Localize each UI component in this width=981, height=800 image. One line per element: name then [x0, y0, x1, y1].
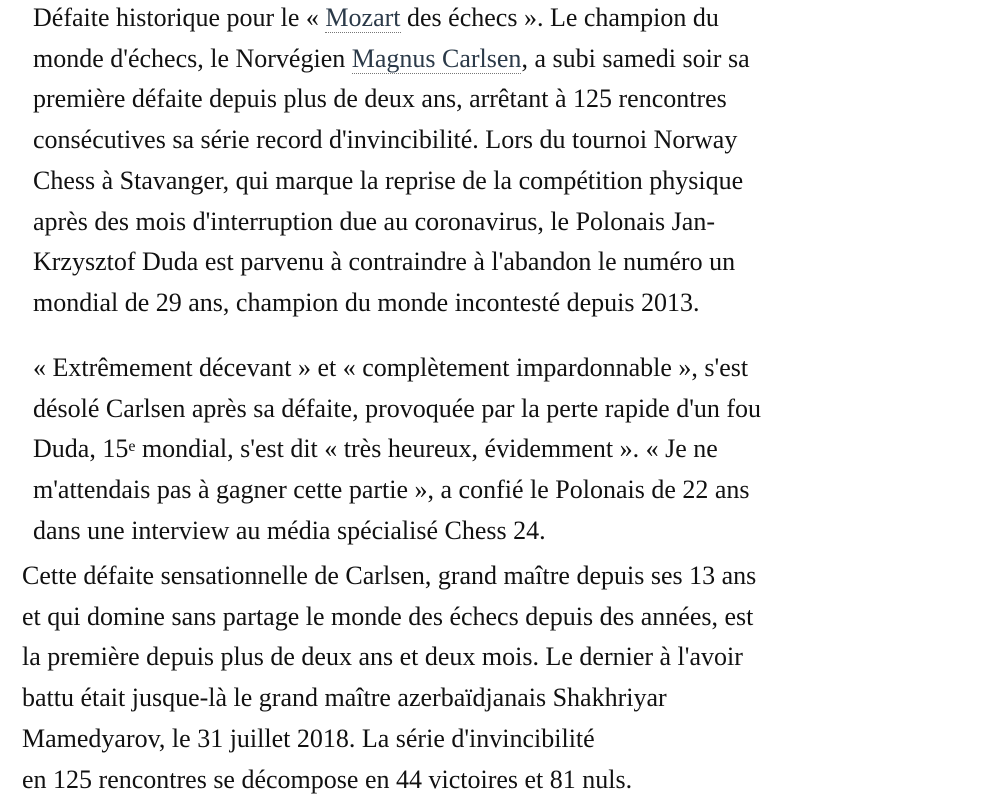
- line: Krzysztof Duda est parvenu à contraindre à l'abandon le numéro un: [33, 247, 736, 277]
- line: m'attendais pas à gagner cette partie », a confié le Polonais de 22 ans: [33, 475, 750, 505]
- text: mondial, s'est dit « très heureux, évidemment ». « Je ne: [135, 434, 718, 464]
- text: , a subi samedi soir sa: [521, 43, 750, 73]
- line: [33, 39, 953, 80]
- link-mozart[interactable]: Mozart: [325, 3, 401, 32]
- line: désolé Carlsen après sa défaite, provoquée par la perte rapide d'un fou: [33, 393, 762, 423]
- paragraph-3: [22, 556, 952, 800]
- line: mondial de 29 ans, champion du monde incontesté depuis 2013.: [33, 287, 700, 317]
- line: en 125 rencontres se décompose en 44 victoires et 81 nuls.: [22, 764, 633, 794]
- line: après des mois d'interruption due au coronavirus, le Polonais Jan-: [33, 206, 715, 236]
- line: consécutives sa série record d'invincibilité. Lors du tournoi Norway: [33, 125, 738, 155]
- text: Duda, 15: [33, 434, 129, 464]
- line: [33, 0, 953, 39]
- paragraph-2: [33, 348, 963, 552]
- text: des échecs ». Le champion du: [400, 3, 719, 32]
- line: Mamedyarov, le 31 juillet 2018. La série d'invincibilité: [22, 723, 595, 753]
- line: dans une interview au média spécialisé Chess 24.: [33, 515, 546, 545]
- line: Cette défaite sensationnelle de Carlsen, grand maître depuis ses 13 ans: [22, 561, 757, 590]
- superscript: e: [128, 438, 136, 456]
- paragraph-1: [33, 0, 953, 324]
- text: Défaite historique pour le «: [33, 3, 326, 32]
- line: « Extrêmement décevant » et « complètement impardonnable », s'est: [33, 353, 749, 382]
- line: Chess à Stavanger, qui marque la reprise de la compétition physique: [33, 165, 744, 195]
- line: la première depuis plus de deux ans et deux mois. Le dernier à l'avoir: [22, 642, 743, 672]
- line: et qui domine sans partage le monde des échecs depuis des années, est: [22, 601, 754, 631]
- link-magnus-carlsen[interactable]: Magnus Carlsen: [351, 43, 522, 73]
- text: monde d'échecs, le Norvégien: [33, 43, 352, 73]
- line: première défaite depuis plus de deux ans, arrêtant à 125 rencontres: [33, 84, 727, 114]
- line: [33, 429, 963, 470]
- line: battu était jusque-là le grand maître azerbaïdjanais Shakhriyar: [22, 683, 667, 713]
